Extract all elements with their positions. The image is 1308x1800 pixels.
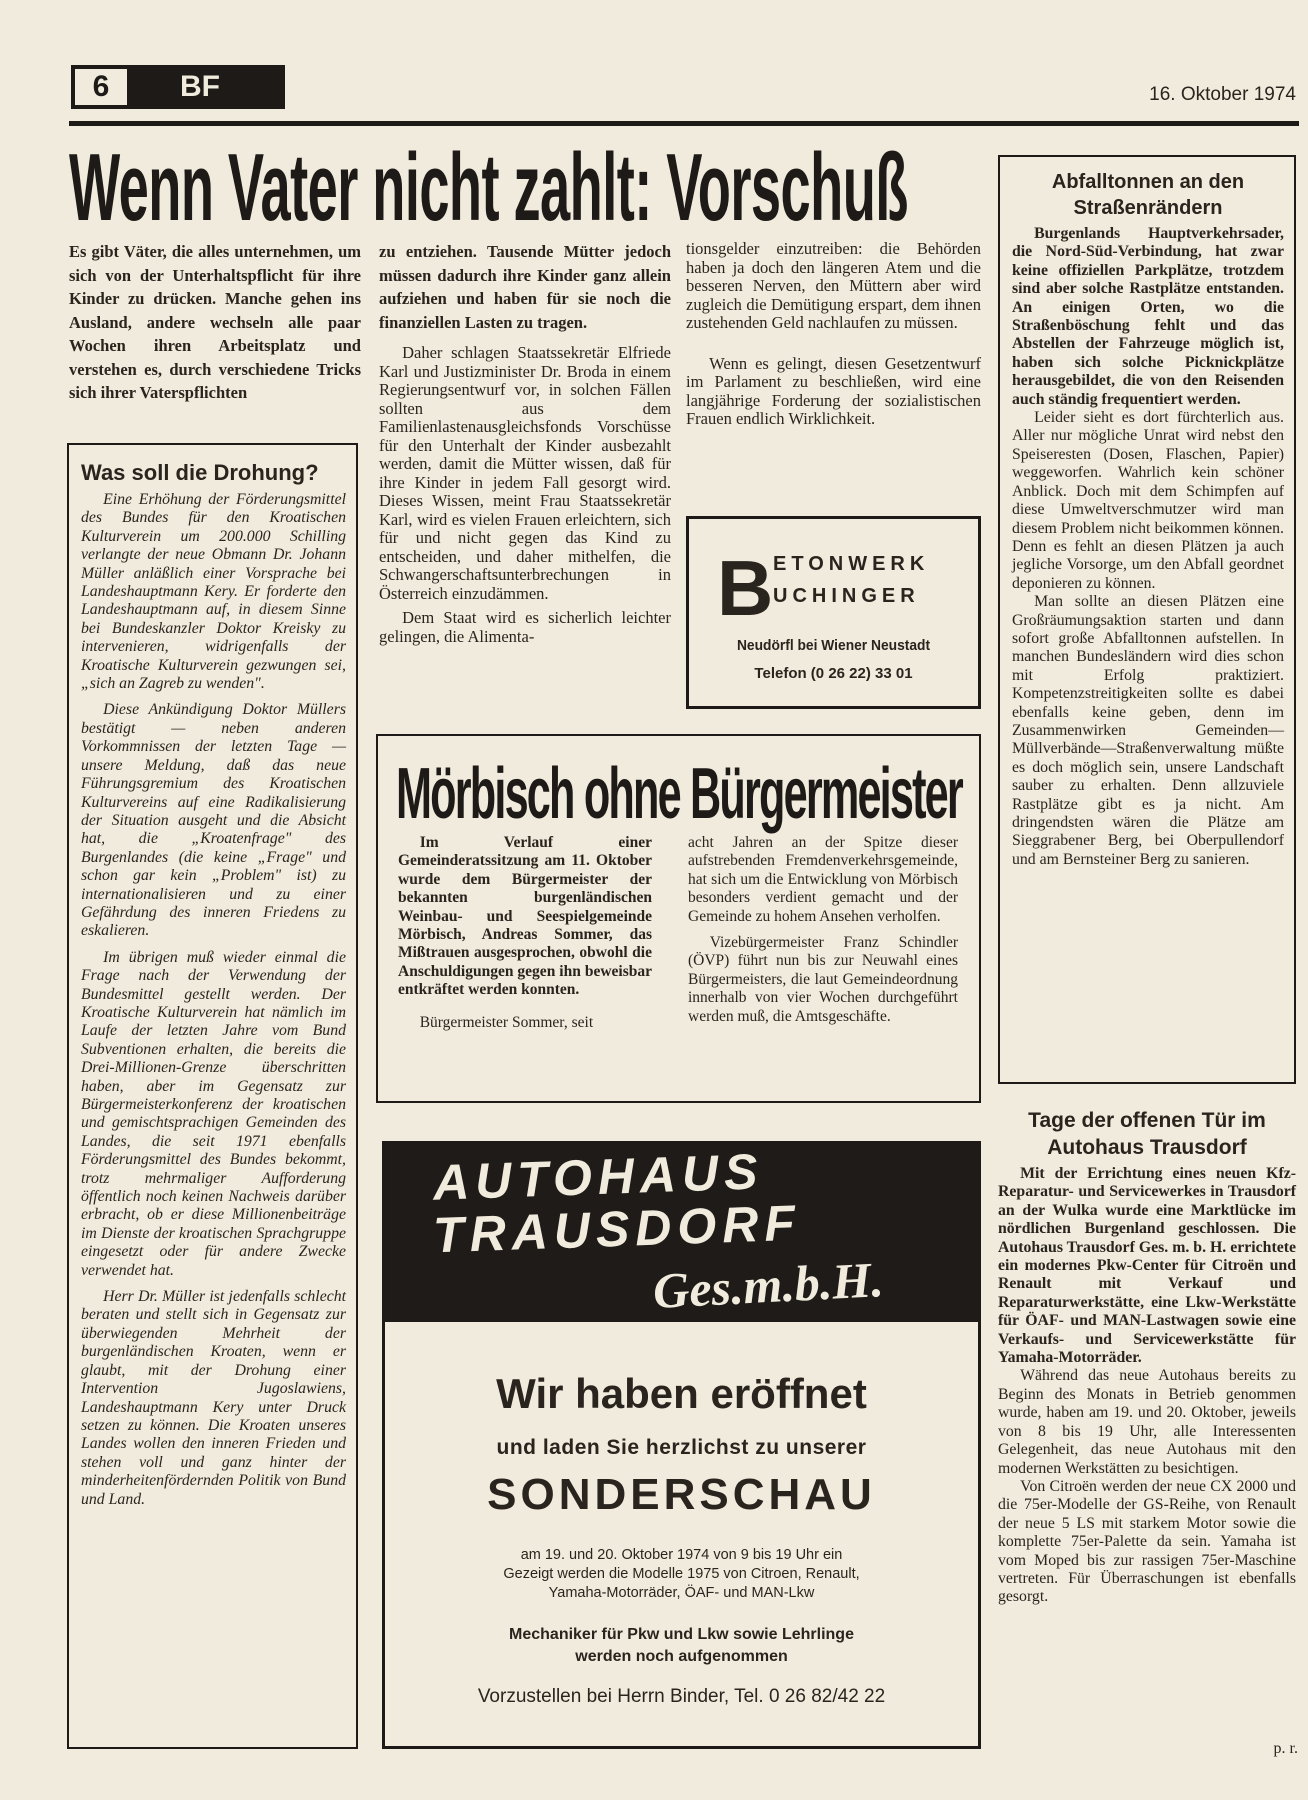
betonwerk-ad — [686, 516, 981, 709]
main-article-intro: Es gibt Väter, die alles unternehmen, um sich von der Unterhaltspflicht für ihre Kinder zu drücken. Manche gehen ins Ausland, andere wechseln alle paar Wochen ihren Arbeitsplatz und verstehen es, durch verschiedene Tricks sich ihrer Vaterspflichten — [69, 242, 361, 402]
author-signature: p. r. — [1273, 1740, 1298, 1757]
autohaus-details — [385, 1546, 978, 1603]
abfall-article-box — [998, 155, 1296, 1084]
abfall-title: Abfalltonnen an den Straßenrändern — [1051, 171, 1245, 219]
autohaus-jobs-line: Mechaniker für Pkw und Lkw sowie Lehrlinge — [509, 1626, 854, 1643]
autohaus-detail-line: Gezeigt werden die Modelle 1975 von Citroen, Renault, — [503, 1566, 860, 1582]
tage-lead: Mit der Errichtung eines neuen Kfz-Reparatur- und Servicewerkes in Trausdorf an der Wulka wurde eine Marktlücke im nördlichen Burgenland geschlossen. Die Autohaus Trausdorf Ges. m. b. H. errichtete ein modernes Pkw-Center für Citroën und Renault mit Verkauf und Reparaturwerkstätte, eine Lkw-Werkstätte für ÖAF- und MAN-Lastwagen sowie eine Verkaufs- und Servicewerkstätte für Yamaha-Motorräder. — [998, 1165, 1296, 1367]
drohung-paragraph: Eine Erhöhung der Förderungsmittel des Bundes für den Kroatischen Kulturverein um 200.000 Schilling verlangte der neue Obmann Dr. Johann Müller anläßlich einer Vorsprache bei Landeshauptmann Kery. Er forderte den Landeshauptmann auf, in diesem Sinne bei Bundeskanzler Doktor Kreisky zu intervenieren, widrigenfalls der Kroatische Kulturverein gezwungen sei, „sich an Zagreb zu wenden". — [81, 491, 346, 693]
main-article-intro-cont: zu entziehen. Tausende Mütter jedoch müssen dadurch ihre Kinder ganz allein aufziehen und haben für sie noch die finanziellen Lasten zu tragen. — [379, 242, 671, 332]
tage-title: Tage der offenen Tür im Autohaus Trausdorf — [1028, 1109, 1266, 1159]
autohaus-detail-line: Yamaha-Motorräder, ÖAF- und MAN-Lkw — [548, 1585, 815, 1601]
main-headline: Wenn Vater nicht zahlt: Vorschuß — [69, 134, 908, 241]
main-article-paragraph: tionsgelder einzutreiben: die Behörden haben ja doch den längeren Atem und die besseren Nerven, den Müttern aber wird zugleich die Demütigung erspart, dem ihnen zustehenden Geld nachlaufen zu müssen. — [686, 239, 981, 332]
autohaus-jobs-line: werden noch aufgenommen — [575, 1648, 788, 1665]
autohaus-ad — [382, 1141, 981, 1749]
betonwerk-logo-line-2: UCHINGER — [773, 585, 920, 607]
autohaus-detail-line: am 19. und 20. Oktober 1974 von 9 bis 19 Uhr ein — [520, 1547, 843, 1563]
page-number: 6 — [75, 69, 127, 105]
moerbisch-paragraph: Vizebürgermeister Franz Schindler (ÖVP) führt nun bis zur Neuwahl eines Bürgermeisters, die laut Gemeindeordnung innerhalb von vier Wochen durchgeführt werden muß, die Amtsgeschäfte. — [688, 934, 958, 1025]
moerbisch-column-2 — [688, 834, 958, 1034]
autohaus-logo-line-2: TRAUSDORF — [432, 1194, 802, 1264]
autohaus-logo-line-1: AUTOHAUS — [432, 1143, 765, 1211]
abfall-lead: Burgenlands Hauptverkehrsader, die Nord-Süd-Verbindung, hat zwar keine offiziellen Parkplätze, trotzdem sind aber solche Rastplätze entstanden. An einigen Orten, wo die Straßenböschung fehlt und das Abstellen der Fahrzeuge möglich ist, haben sich solche Picknickplätze herausgebildet, die von den Reisenden auch ständig frequentiert werden. — [1012, 225, 1284, 408]
tage-paragraph: Während das neue Autohaus bereits zu Beginn des Monats in Betrieb genommen wurde, haben am 19. und 20. Oktober, jeweils von 8 bis 19 Uhr, alle Interessenten Gelegenheit, das neue Autohaus mit den modernen Werkstätten zu besichtigen. — [998, 1367, 1296, 1477]
moerbisch-paragraph: Im Verlauf einer Gemeinderatssitzung am 11. Oktober wurde dem Bürgermeister der bekannten burgenländischen Weinbau- und Seespielgemeinde Mörbisch, Andreas Sommer, das Mißtrauen ausgesprochen, obwohl die Anschuldigungen gegen ihn beweisbar entkräftet werden konnten. — [398, 834, 652, 999]
drohung-paragraph: Im übrigen muß wieder einmal die Frage nach der Verwendung der Bundesmittel gestellt werden. Der Kroatische Kulturverein hat nämlich im Laufe der letzten Jahre vom Bund Subventionen erhalten, die bereits die Drei-Millionen-Grenze überschritten haben, aber im Gegensatz zur Bürgermeisterkonferenz der kroatischen und gemischtsprachigen Gemeinden des Landes, die seit 1971 ebenfalls Förderungsmittel des Bundes bekommt, trotz mehrmaliger Aufforderung öffentlich noch keinen Nachweis darüber erbracht, ob er diese Millionenbeiträge im Dienste der kroatischen Sprachgruppe eingesetzt oder für andere Zwecke verwendet hat. — [81, 948, 346, 1279]
drohung-commentary-box — [67, 443, 358, 1749]
header-rule — [69, 121, 1299, 126]
autohaus-headline: Wir haben eröffnet — [496, 1370, 867, 1417]
main-article-column-3 — [686, 240, 981, 429]
abfall-paragraph: Leider sieht es dort fürchterlich aus. Aller nur mögliche Unrat wird nebst den Speiseresten (Dosen, Flaschen, Papier) weggeworfen. Wahrlich kein schöner Anblick. Doch mit dem Schimpfen auf diese Umweltverschmutzer wird man diesem Problem nicht beikommen können. Denn es fehlt an diesen Plätzen ja auch jegliche Vorsorge, um den Abfall geordnet deponieren zu können. — [1012, 409, 1284, 592]
autohaus-jobs — [385, 1624, 978, 1668]
main-article-paragraph: Daher schlagen Staatssekretär Elfriede Karl und Justizminister Dr. Broda in einem Regierungsentwurf vor, in solchen Fällen sollten aus dem Familienlastenausgleichsfonds Vorschüsse für den Unterhalt der Kinder ausbezahlt werden, damit die Mütter wissen, daß für ihre Kinder in jedem Fall gesorgt wird. Dieses Wissen, meint Frau Staatssekretär Karl, wird es vielen Frauen erleichtern, sich für und nicht gegen das Kind zu entscheiden, und daher mithelfen, die Schwangerschaftsunterbrechungen in Österreich einzudämmen. — [379, 343, 671, 603]
moerbisch-headline: Mörbisch ohne Bürgermeister — [396, 754, 962, 834]
autohaus-subline: und laden Sie herzlichst zu unserer — [496, 1436, 867, 1459]
main-article-column-2 — [379, 240, 671, 646]
betonwerk-logo-line-1: ETONWERK — [773, 553, 930, 575]
autohaus-event: SONDERSCHAU — [487, 1470, 876, 1519]
tage-article — [998, 1107, 1296, 1607]
moerbisch-article-box — [376, 734, 981, 1103]
section-label: BF — [180, 70, 220, 103]
autohaus-contact: Vorzustellen bei Herrn Binder, Tel. 0 26 82/42 22 — [477, 1686, 886, 1707]
moerbisch-paragraph-cont: acht Jahren an der Spitze dieser aufstrebenden Fremdenverkehrsgemeinde, hat sich um die Entwicklung von Mörbisch besonders verdient gemacht und der Gemeinde zu hohem Ansehen verholfen. — [688, 834, 958, 925]
drohung-paragraph: Diese Ankündigung Doktor Müllers bestätigt — neben anderen Vorkommnissen der letzten Tage — unsere Meldung, daß das neue Führungsgremium des Kroatischen Kulturvereins auf eine Radikalisierung der Situation ausgeht und die Absicht hat, die „Kroatenfrage" des Burgenlandes (die keine „Frage" und schon gar kein „Problem" ist) zu internationalisieren und zu einer Gefährdung des inneren Friedens zu eskalieren. — [81, 701, 346, 940]
betonwerk-phone: Telefon (0 26 22) 33 01 — [754, 665, 913, 682]
drohung-paragraph: Herr Dr. Müller ist jedenfalls schlecht beraten und stellt sich in Gegensatz zur überwiegenden Mehrheit der burgenländischen Kroaten, wenn er glaubt, mit der Drohung einer Intervention Jugoslawiens, Landeshauptmann Kery unter Druck setzen zu können. Die Kroaten unseres Landes wollen den inneren Frieden und stehen voll und ganz hinter der minderheitenfördernden Politik von Bund und Land. — [81, 1288, 346, 1508]
moerbisch-column-1 — [398, 834, 652, 1040]
autohaus-logo-line-3: Ges.m.b.H. — [651, 1251, 885, 1319]
abfall-paragraph: Man sollte an diesen Plätzen eine Großräumungsaktion starten und dann sofort große Abfalltonnen aufstellen. In manchen Bundesländern wird dies schon mit Erfolg praktiziert. Kompetenzstreitigkeiten sollte es dabei ebenfalls keine geben, denn im Zusammenwirken Gemeinden—Müllverbände—Straßenverwaltung müßte es doch möglich sein, unsere Landschaft sauber zu erhalten. Denn allzuviele Rastplätze gibt es ja nicht. Am dringendsten wären die Plätze am Sieggrabener Berg, bei Oberpullendorf und am Bernsteiner Berg zu sanieren. — [1012, 593, 1284, 868]
issue-date: 16. Oktober 1974 — [1149, 84, 1296, 105]
main-article-paragraph: Dem Staat wird es sicherlich leichter gelingen, die Alimenta- — [379, 608, 671, 646]
tage-paragraph: Von Citroën werden der neue CX 2000 und die 75er-Modelle der GS-Reihe, von Renault der neue 5 LS mit starkem Motor sowie die komplette 75er-Palette da sein. Yamaha ist vom Moped bis zur rassigen 75er-Maschine vertreten. Für Überraschungen ist ebenfalls gesorgt. — [998, 1477, 1296, 1606]
betonwerk-logo-initial: B — [717, 544, 774, 632]
autohaus-logo-banner — [385, 1144, 978, 1322]
betonwerk-address: Neudörfl bei Wiener Neustadt — [736, 637, 931, 654]
drohung-title: Was soll die Drohung? — [81, 460, 319, 485]
main-article-paragraph: Wenn es gelingt, diesen Gesetzentwurf im Parlament zu beschließen, wird eine langjährige Forderung der sozialistischen Frauen endlich Wirklichkeit. — [686, 353, 981, 428]
moerbisch-paragraph-start: Bürgermeister Sommer, seit — [419, 1013, 594, 1031]
